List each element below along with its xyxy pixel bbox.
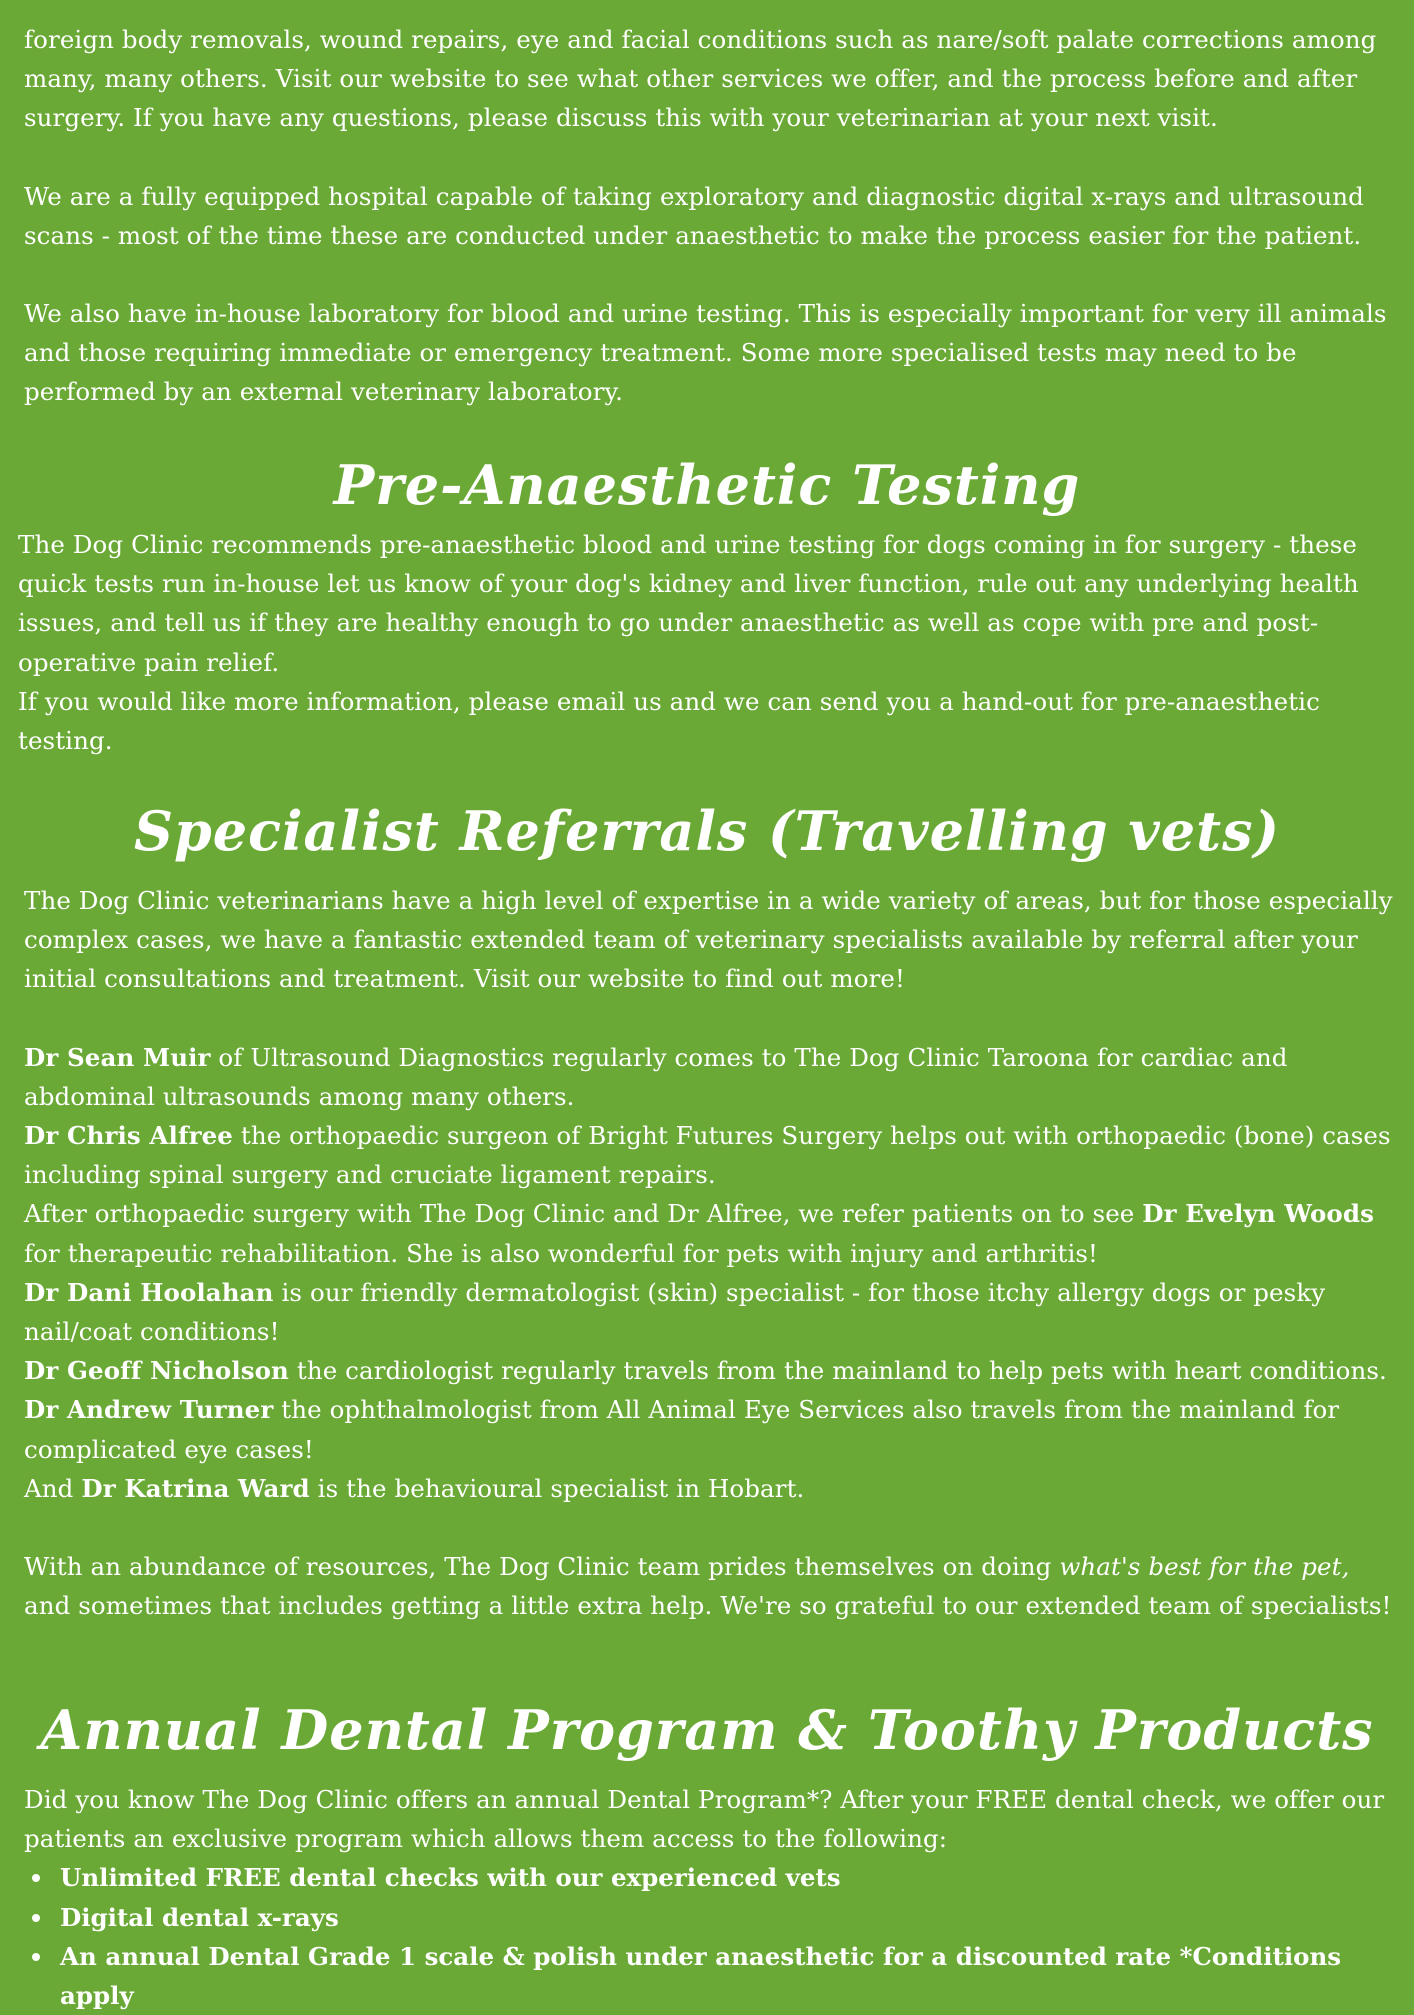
bullet-icon <box>32 1953 40 1961</box>
specialist-alfree: Dr Chris Alfree the orthopaedic surgeon of Bright Futures Surgery helps out with orthopaedic (bone) cases including spinal surgery and cruciate ligament repairs. <box>24 1121 1391 1190</box>
specialist-name: Dr Sean Muir <box>24 1042 211 1072</box>
pre-anaesthetic-info-paragraph: If you would like more information, please email us and we can send you a hand-out for pre-anaesthetic testing. <box>18 686 1320 756</box>
specialists-intro-paragraph: The Dog Clinic veterinarians have a high level of expertise in a wide variety of areas, but for those especially complex cases, we have a fantastic extended team of veterinary specialists available by referral after your initial consultations and treatment. Visit our website to find out more! <box>24 886 1393 994</box>
list-item: An annual Dental Grade 1 scale & polish under anaesthetic for a discounted rate *Conditions apply <box>60 1937 1394 2015</box>
specialist-nicholson: Dr Geoff Nicholson the cardiologist regularly travels from the mainland to help pets with heart conditions. <box>24 1356 1387 1386</box>
specialist-name: Dr Chris Alfree <box>24 1121 233 1151</box>
specialist-name: Dr Andrew Turner <box>24 1395 274 1425</box>
emphasis-text: what's best for the pet, <box>1059 1552 1350 1582</box>
list-item: Unlimited FREE dental checks with our experienced vets <box>60 1858 1394 1897</box>
bullet-icon <box>32 1874 40 1882</box>
heading-annual-dental-program: Annual Dental Program & Toothy Products <box>40 1698 1374 1762</box>
bullet-icon <box>32 1914 40 1922</box>
pre-anaesthetic-paragraph: The Dog Clinic recommends pre-anaesthetic blood and urine testing for dogs coming in for surgery - these quick tests run in-house let us know of your dog's kidney and liver function, rule out any underlying health issues, and tell us if they are healthy enough to go under anaesthetic as well as cope with pre and post-operative pain relief. <box>18 530 1359 677</box>
specialist-name: Dr Evelyn Woods <box>1142 1199 1374 1229</box>
specialist-turner: Dr Andrew Turner the ophthalmologist from All Animal Eye Services also travels from the mainland for complicated eye cases! <box>24 1395 1340 1464</box>
specialists-section <box>24 881 1394 1625</box>
specialist-muir: Dr Sean Muir of Ultrasound Diagnostics regularly comes to The Dog Clinic Taroona for cardiac and abdominal ultrasounds among many others. <box>24 1042 1288 1111</box>
specialists-closing-paragraph: With an abundance of resources, The Dog Clinic team prides themselves on doing what's best for the pet, and sometimes that includes getting a little extra help. We're so grateful to our extended team of specialists! <box>24 1552 1392 1621</box>
heading-specialist-referrals: Specialist Referrals (Travelling vets) <box>133 799 1281 863</box>
heading-pre-anaesthetic-testing: Pre-Anaesthetic Testing <box>333 453 1081 517</box>
intro-paragraph-imaging: We are a fully equipped hospital capable of taking exploratory and diagnostic digital x-rays and ultrasound scans - most of the time these are conducted under anaesthetic to make the process easier for the patient. <box>24 181 1364 250</box>
specialist-name: Dr Katrina Ward <box>81 1473 310 1503</box>
intro-section <box>24 20 1394 412</box>
list-item: Digital dental x-rays <box>60 1898 1394 1937</box>
dental-benefits-list <box>24 1858 1394 2015</box>
specialist-ward: And Dr Katrina Ward is the behavioural specialist in Hobart. <box>24 1473 805 1503</box>
specialist-hoolahan: Dr Dani Hoolahan is our friendly dermatologist (skin) specialist - for those itchy allergy dogs or pesky nail/coat conditions! <box>24 1277 1326 1347</box>
intro-paragraph-surgery: foreign body removals, wound repairs, eye and facial conditions such as nare/soft palate corrections among many, many others. Visit our website to see what other services we offer, and the process before and after surgery. If you have any questions, please discuss this with your veterinarian at your next visit. <box>24 25 1377 133</box>
intro-paragraph-laboratory: We also have in-house laboratory for blood and urine testing. This is especially important for very ill animals and those requiring immediate or emergency treatment. Some more specialised tests may need to be performed by an external veterinary laboratory. <box>24 299 1387 407</box>
dental-intro-paragraph: Did you know The Dog Clinic offers an annual Dental Program*? After your FREE dental check, we offer our patients an exclusive program which allows them access to the following: <box>24 1785 1385 1854</box>
dental-section <box>24 1780 1394 2015</box>
specialist-name: Dr Geoff Nicholson <box>24 1356 289 1386</box>
specialist-name: Dr Dani Hoolahan <box>24 1277 274 1307</box>
pre-anaesthetic-section <box>18 525 1394 760</box>
specialist-woods: After orthopaedic surgery with The Dog Clinic and Dr Alfree, we refer patients on to see Dr Evelyn Woods for therapeutic rehabilitation. She is also wonderful for pets with injury and arthritis! <box>24 1199 1374 1268</box>
